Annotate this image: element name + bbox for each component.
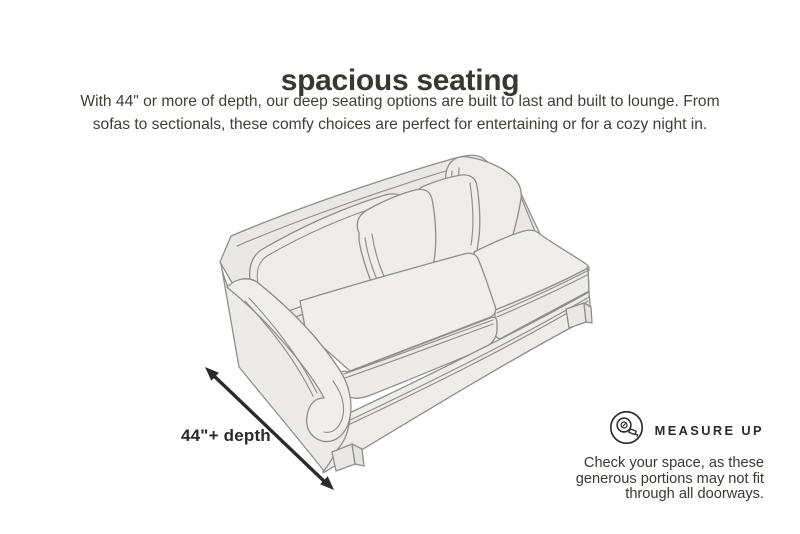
measure-up-note [514,456,764,503]
measure-up-note-line-1: Check your space, as these [583,455,764,471]
tape-measure-icon [608,409,645,451]
measure-up-heading: MEASURE UP [654,422,764,438]
measure-up-section [514,409,764,503]
page-title: spacious seating [280,64,520,98]
measure-up-note-line-3: through all doorways. [625,486,764,502]
measure-up-note-line-2: generous portions may not fit [575,470,764,487]
depth-dimension-label: 44"+ depth [181,426,271,445]
description-line-2: sofas to sectionals, these comfy choices are perfect for entertaining or for a cozy night in. [92,115,708,133]
measure-up-header [514,409,764,451]
description-line-1: With 44" or more of depth, our deep seating options are built to last and built to lounge. From [80,93,720,110]
